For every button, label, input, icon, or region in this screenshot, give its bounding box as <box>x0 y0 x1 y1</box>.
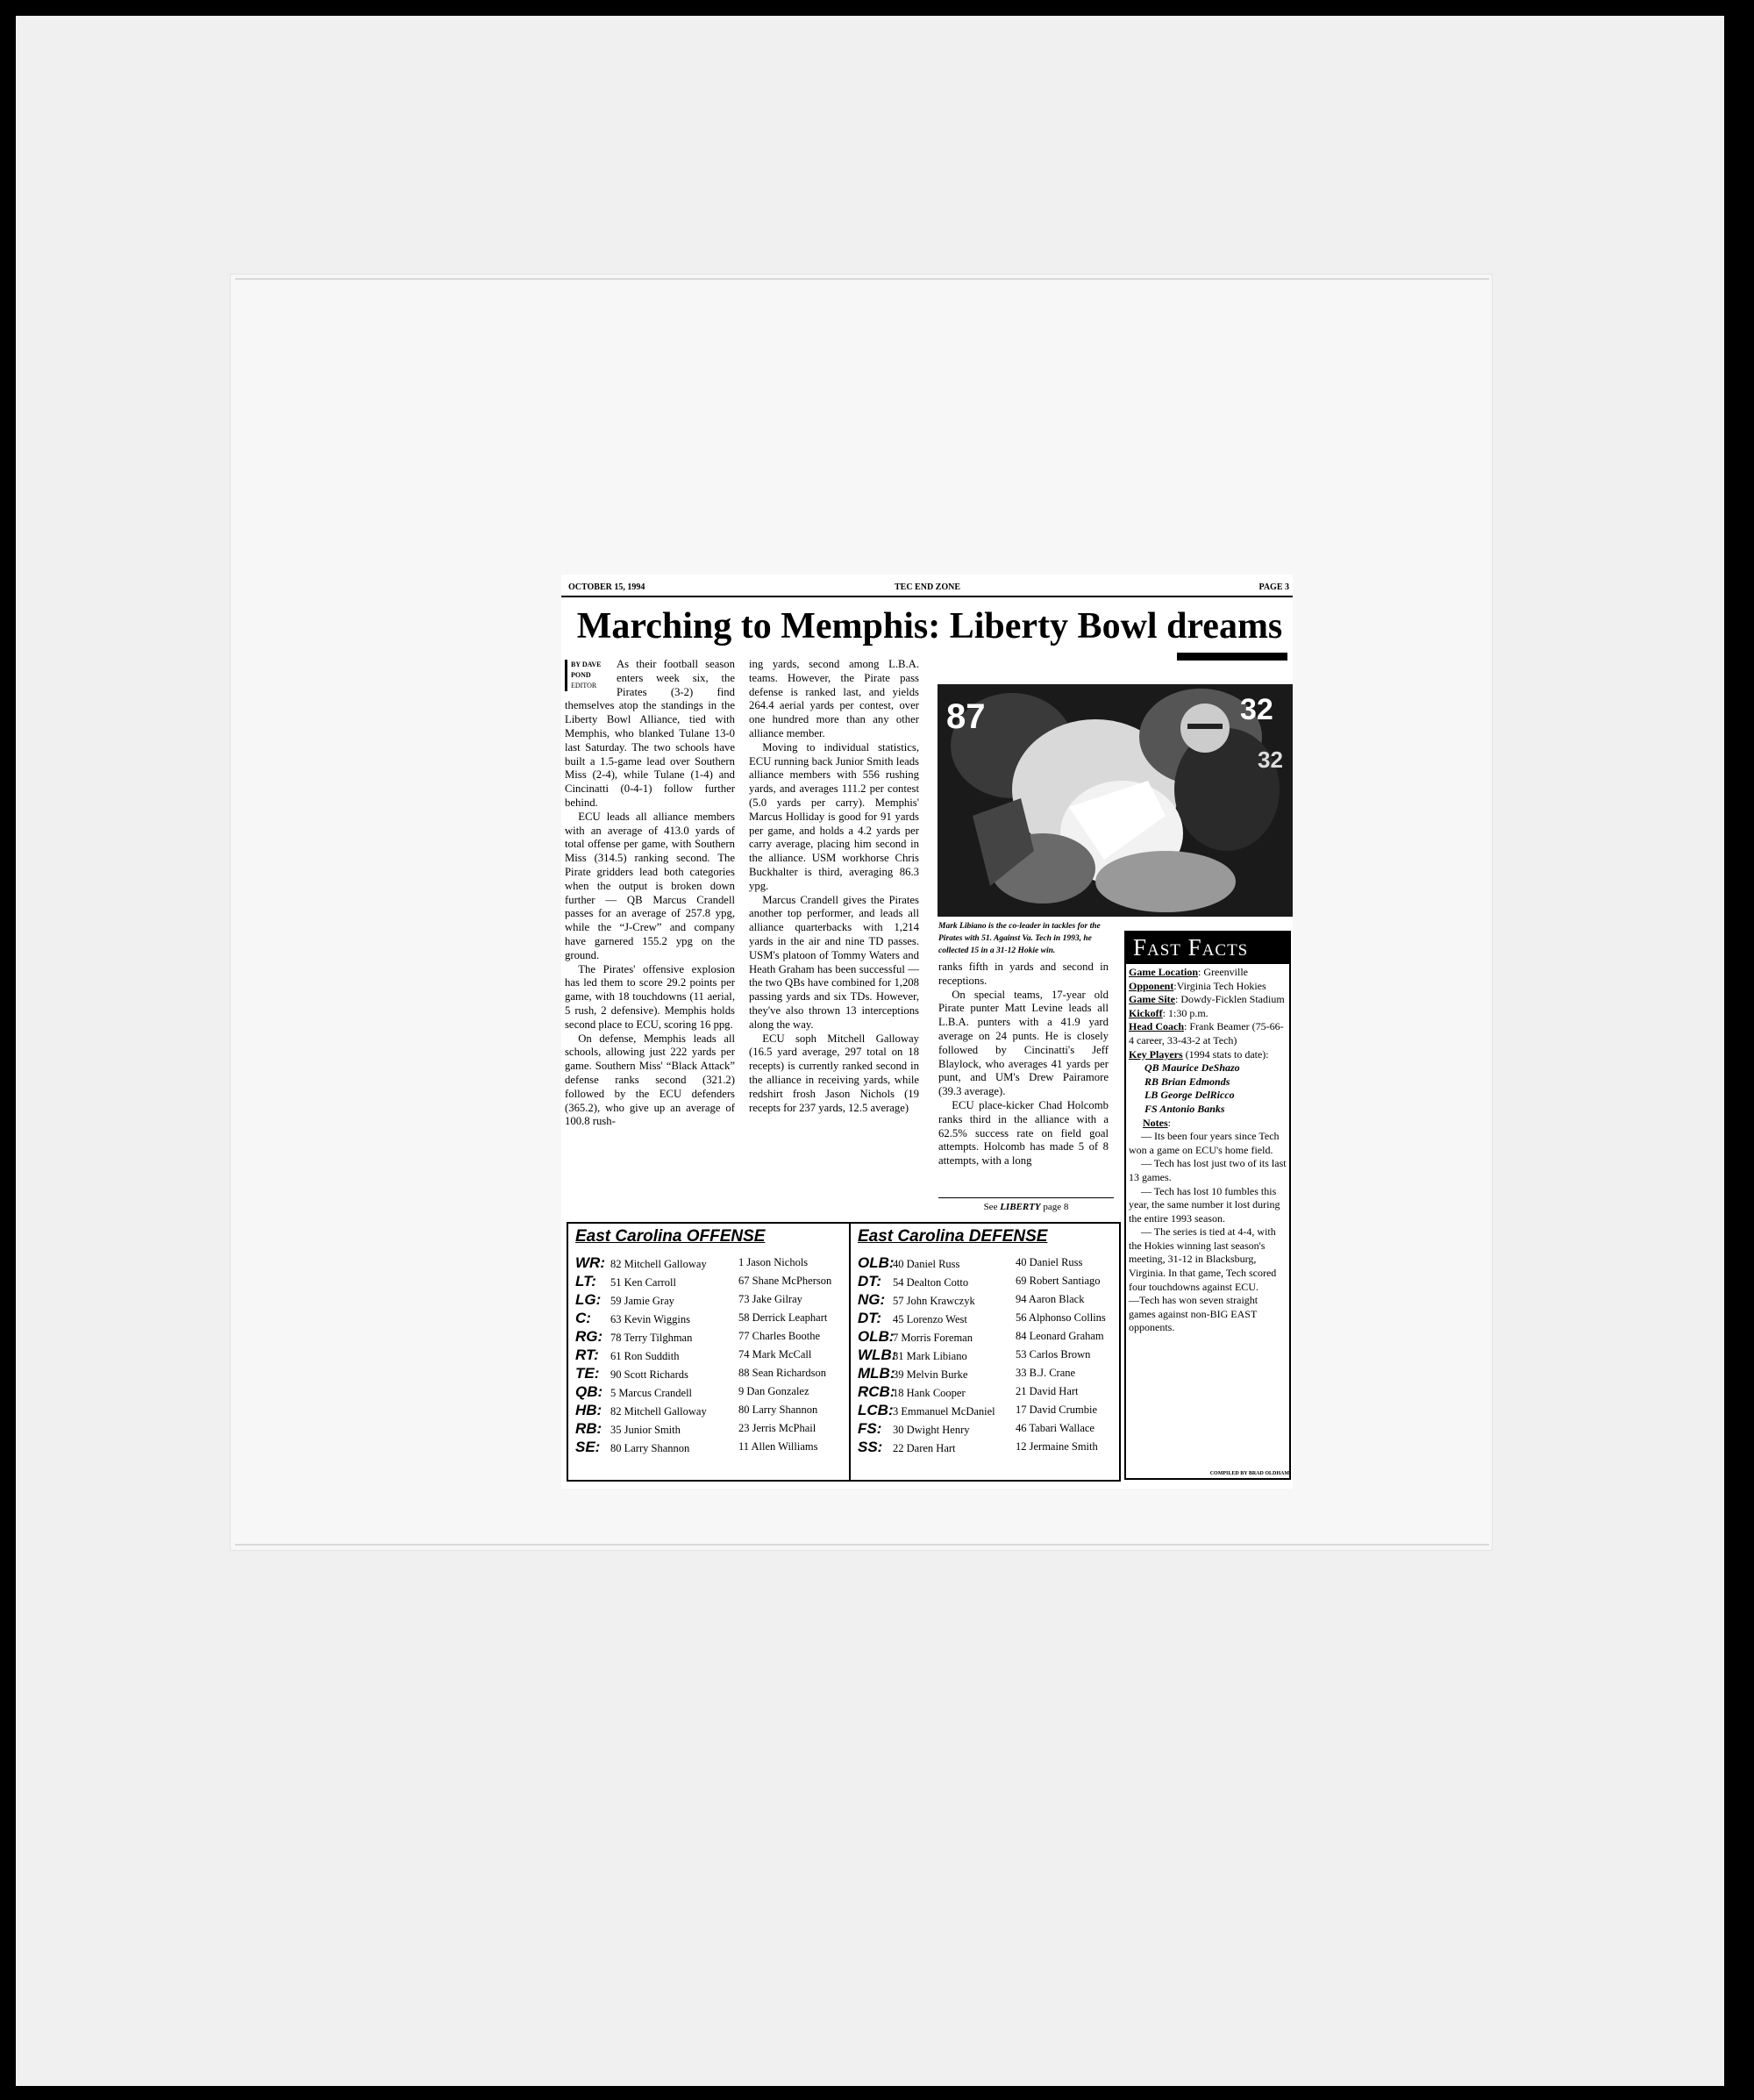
fast-facts-credit: COMPILED BY BRAD OLDHAM <box>1209 1471 1289 1476</box>
headline: Marching to Memphis: Liberty Bowl dreams <box>576 606 1283 646</box>
starter: 59 Jamie Gray <box>610 1295 674 1307</box>
roster-row <box>858 1382 1133 1401</box>
article-paragraph: Marcus Crandell gives the Pirates another top performer, and leads all alliance quarterbacks with 1,214 yards in the air and nine TD passes. USM's platoon of Tommy Waters and Heath Graham has been successful — the two QBs have combined for 1,208 passing yards and six TDs. However, they've also thrown 13 interceptions along the way. <box>749 893 919 1031</box>
position-label: DT: <box>858 1273 882 1289</box>
starter: 18 Hank Cooper <box>893 1387 966 1399</box>
fact-opponent: Opponent:Virginia Tech Hokies <box>1129 979 1266 992</box>
fact-location: Game Location: Greenville <box>1129 966 1248 978</box>
starter: 82 Mitchell Galloway <box>610 1405 707 1418</box>
roster-row <box>575 1346 851 1364</box>
photo-caption: Mark Libiano is the co-leader in tackles for the Pirates with 51. Against Va. Tech in 1993, he collected 15 in a 31-12 Hokie win. <box>938 922 1101 955</box>
top-margin-rule <box>235 278 1489 280</box>
backup: 11 Allen Williams <box>738 1440 818 1453</box>
fact-site: Game Site: Dowdy-Ficklen Stadium <box>1129 993 1285 1006</box>
roster-row <box>858 1364 1133 1382</box>
key-player: FS Antonio Banks <box>1144 1102 1225 1115</box>
roster-row <box>858 1254 1133 1272</box>
fast-facts-body <box>1126 964 1289 1337</box>
offense-depth-chart <box>575 1227 851 1456</box>
svg-text:32: 32 <box>1258 746 1283 773</box>
starter: 45 Lorenzo West <box>893 1313 967 1325</box>
position-label: WR: <box>575 1254 605 1271</box>
starter: 30 Dwight Henry <box>893 1424 970 1436</box>
position-label: RT: <box>575 1346 599 1363</box>
football-photo <box>938 684 1293 917</box>
starter: 51 Ken Carroll <box>610 1276 676 1289</box>
position-label: RCB: <box>858 1383 895 1400</box>
fact-key-players: Key Players (1994 stats to date): <box>1129 1047 1269 1061</box>
article-paragraph: BY DAVE POND EDITOR As their football season enters week six, the Pirates (3-2) find themselves atop the standings in the Liberty Bowl Alliance, tied with Memphis, who blanked Tulane 13-0 last Saturday. The two schools have built a 1.5-game lead over Southern Miss (2-4), while Tulane (1-4) and Cincinatti (0-4-1) follow further behind. <box>565 658 735 809</box>
backup: 46 Tabari Wallace <box>1016 1422 1094 1434</box>
key-player: RB Brian Edmonds <box>1144 1075 1230 1088</box>
starter: 90 Scott Richards <box>610 1368 688 1381</box>
offense-title: East Carolina OFFENSE <box>575 1227 766 1246</box>
position-label: SS: <box>858 1439 883 1455</box>
svg-text:87: 87 <box>946 697 986 736</box>
roster-row <box>575 1438 851 1456</box>
starter: 78 Terry Tilghman <box>610 1332 693 1344</box>
position-label: WLB: <box>858 1346 897 1363</box>
bottom-margin-rule <box>235 1544 1489 1546</box>
backup: 73 Jake Gilray <box>738 1293 802 1305</box>
backup: 88 Sean Richardson <box>738 1367 826 1379</box>
defense-title: East Carolina DEFENSE <box>858 1227 1048 1246</box>
byline: BY DAVE POND EDITOR <box>565 660 611 691</box>
backup: 1 Jason Nichols <box>738 1256 809 1268</box>
starter: 5 Marcus Crandell <box>610 1387 693 1399</box>
position-label: LT: <box>575 1273 596 1289</box>
article-paragraph: ECU leads all alliance members with an average of 413.0 yards of total offense per game, with Southern Miss (314.5) ranking second. The Pirate gridders lead both categories when the output is broken down further — QB Marcus Crandell passes for an average of 257.8 ypg, while the “J-Crew” and company have garnered 155.2 ypg on the ground. <box>565 810 735 961</box>
fact-note: — Tech has lost 10 fumbles this year, the same number it lost during the entire 1993 season. <box>1129 1184 1280 1225</box>
position-label: SE: <box>575 1439 601 1455</box>
backup: 23 Jerris McPhail <box>738 1422 816 1434</box>
backup: 17 David Crumbie <box>1016 1404 1098 1416</box>
starter: 35 Junior Smith <box>610 1424 681 1436</box>
article-paragraph: ECU place-kicker Chad Holcomb ranks third in the alliance with a 62.5% success rate on field goal attempts. Holcomb has made 5 of 8 attempts, with a long <box>938 1098 1109 1168</box>
masthead-page: PAGE 3 <box>1258 582 1289 592</box>
backup: 80 Larry Shannon <box>738 1404 818 1416</box>
position-label: NG: <box>858 1291 886 1308</box>
position-label: RB: <box>575 1420 602 1437</box>
starter: 61 Ron Suddith <box>610 1350 680 1362</box>
position-label: TE: <box>575 1365 600 1382</box>
position-label: LG: <box>575 1291 602 1308</box>
starter: 40 Daniel Russ <box>893 1258 960 1270</box>
roster-row <box>858 1401 1133 1419</box>
roster-row <box>858 1346 1133 1364</box>
backup: 94 Aaron Black <box>1016 1293 1085 1305</box>
headline-rule <box>1177 653 1287 661</box>
starter: 81 Mark Libiano <box>893 1350 967 1362</box>
roster-row <box>575 1254 851 1272</box>
masthead-section: TEC END ZONE <box>895 582 961 592</box>
masthead <box>561 575 1293 597</box>
backup: 33 B.J. Crane <box>1016 1367 1076 1379</box>
roster-row <box>575 1382 851 1401</box>
backup: 21 David Hart <box>1016 1385 1079 1397</box>
article-paragraph: The Pirates' offensive explosion has led them to score 29.2 points per game, with 18 touchdowns (11 aerial, 5 rush, 2 defensive). Memphis holds second place to ECU, scoring 16 ppg. <box>565 962 735 1031</box>
roster-row <box>858 1438 1133 1456</box>
article-paragraph: Moving to individual statistics, ECU running back Junior Smith leads alliance members with 556 rushing yards, and averages 111.2 per contest (5.0 yards per carry). Memphis' Marcus Holliday is good for 91 yards per game, and holds a 4.2 yards per carry average, placing him second in the alliance. USM workhorse Chris Buckhalter is third, averaging 86.3 ypg. <box>749 740 919 892</box>
position-label: DT: <box>858 1310 882 1326</box>
continued-line: See LIBERTY page 8 <box>938 1197 1114 1212</box>
article-paragraph: On defense, Memphis leads all schools, allowing just 222 yards per game. Southern Miss' “Black Attack” defense ranks second (321.2) followed by the ECU defenders (365.2), who give up an average of 100.8 rush- <box>565 1032 735 1128</box>
starter: 57 John Krawczyk <box>893 1295 975 1307</box>
backup: 40 Daniel Russ <box>1016 1256 1083 1268</box>
backup: 53 Carlos Brown <box>1016 1348 1091 1361</box>
backup: 12 Jermaine Smith <box>1016 1440 1098 1453</box>
starter: 39 Melvin Burke <box>893 1368 968 1381</box>
position-label: FS: <box>858 1420 882 1437</box>
article-column-1 <box>565 658 735 1129</box>
starter: 82 Mitchell Galloway <box>610 1258 707 1270</box>
article-paragraph: ranks fifth in yards and second in receptions. <box>938 961 1109 987</box>
fast-facts-box <box>1124 931 1291 1480</box>
starter: 3 Emmanuel McDaniel <box>893 1405 995 1418</box>
fact-coach: Head Coach: Frank Beamer (75-66-4 career, 33-43-2 at Tech) <box>1129 1020 1284 1046</box>
article-column-2 <box>749 658 919 1115</box>
svg-text:32: 32 <box>1240 693 1273 726</box>
starter: 7 Morris Foreman <box>893 1332 973 1344</box>
starter: 63 Kevin Wiggins <box>610 1313 690 1325</box>
position-label: RG: <box>575 1328 603 1345</box>
article-paragraph: ing yards, second among L.B.A. teams. However, the Pirate pass defense is ranked last, and yields 264.4 aerial yards per contest, over one hundred more than any other alliance member. <box>749 658 919 739</box>
roster-row <box>858 1290 1133 1309</box>
key-player: LB George DelRicco <box>1144 1089 1235 1102</box>
roster-row <box>575 1272 851 1290</box>
roster-row <box>575 1309 851 1327</box>
fact-note: —Tech has won seven straight games against non-BIG EAST opponents. <box>1129 1294 1258 1334</box>
fact-note: — Its been four years since Tech won a game on ECU's home field. <box>1129 1130 1280 1156</box>
article-column-3 <box>938 961 1109 1168</box>
roster-row <box>575 1364 851 1382</box>
roster-row <box>858 1419 1133 1438</box>
position-label: MLB: <box>858 1365 895 1382</box>
roster-row <box>858 1272 1133 1290</box>
position-label: HB: <box>575 1402 602 1418</box>
football-photo-image <box>938 684 1293 917</box>
roster-row <box>575 1290 851 1309</box>
roster-row <box>575 1327 851 1346</box>
roster-row <box>575 1401 851 1419</box>
starter: 54 Dealton Cotto <box>893 1276 969 1289</box>
position-label: LCB: <box>858 1402 894 1418</box>
backup: 67 Shane McPherson <box>738 1275 832 1287</box>
backup: 77 Charles Boothe <box>738 1330 821 1342</box>
backup: 56 Alphonso Collins <box>1016 1311 1106 1324</box>
roster-row <box>575 1419 851 1438</box>
starter: 22 Daren Hart <box>893 1442 956 1454</box>
fact-notes-label: Notes: <box>1143 1116 1172 1129</box>
fact-note: — Tech has lost just two of its last 13 games. <box>1129 1157 1287 1183</box>
roster-row <box>858 1327 1133 1346</box>
backup: 74 Mark McCall <box>738 1348 812 1361</box>
article-paragraph: On special teams, 17-year old Pirate punter Matt Levine leads all L.B.A. punters with a 41.9 yard average on 24 punts. He is closely followed by Cincinatti's Jeff Blaylock, who averages 41 yards per punt, and UM's Drew Pairamore (39.3 average). <box>938 988 1109 1098</box>
masthead-date: OCTOBER 15, 1994 <box>568 582 645 592</box>
position-label: C: <box>575 1310 591 1326</box>
backup: 9 Dan Gonzalez <box>738 1385 809 1397</box>
fact-note: — The series is tied at 4-4, with the Hokies winning last season's meeting, 31-12 in Blacksburg, Virginia. In that game, Tech scored four touchdowns against ECU. <box>1129 1225 1277 1293</box>
roster-row <box>858 1309 1133 1327</box>
article-paragraph: ECU soph Mitchell Galloway (16.5 yard average, 297 total on 18 recepts) is currently ranked second in the alliance in receiving yards, while redshirt frosh Jason Nichols (19 recepts for 237 yards, 12.5 average) <box>749 1032 919 1114</box>
backup: 58 Derrick Leaphart <box>738 1311 828 1324</box>
fact-kickoff: Kickoff: 1:30 p.m. <box>1129 1006 1209 1019</box>
key-player: QB Maurice DeShazo <box>1144 1061 1240 1075</box>
defense-depth-chart <box>858 1227 1133 1456</box>
starter: 80 Larry Shannon <box>610 1442 690 1454</box>
position-label: OLB: <box>858 1254 895 1271</box>
backup: 69 Robert Santiago <box>1016 1275 1101 1287</box>
depth-chart <box>567 1222 1121 1482</box>
position-label: OLB: <box>858 1328 895 1345</box>
fast-facts-title: Fast Facts <box>1126 932 1289 964</box>
position-label: QB: <box>575 1383 603 1400</box>
backup: 84 Leonard Graham <box>1016 1330 1104 1342</box>
newspaper-page <box>561 575 1293 1489</box>
